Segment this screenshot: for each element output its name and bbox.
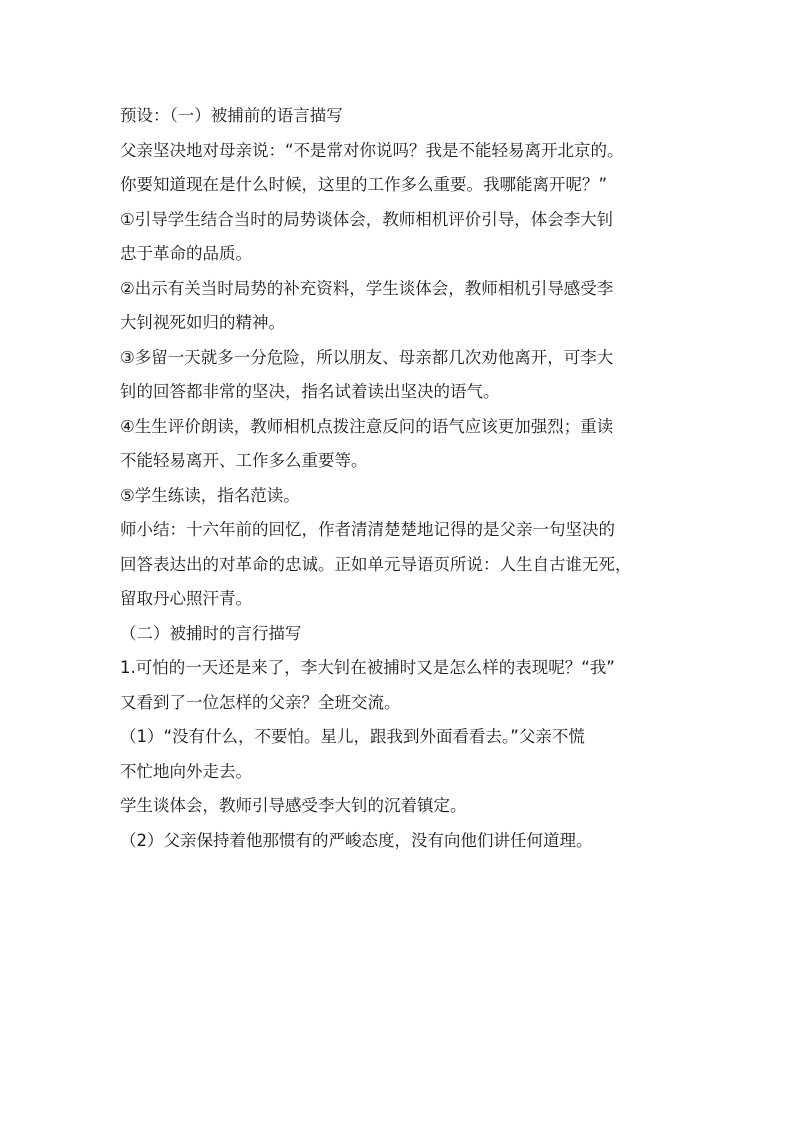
summary-line: 师小结：十六年前的回忆，作者清清楚楚地记得的是父亲一句坚决的 — [120, 520, 615, 539]
text-line: 不能轻易离开、工作多么重要等。 — [120, 451, 368, 470]
text-line: 父亲坚决地对母亲说：“不是常对你说吗？我是不能轻易离开北京的。 — [120, 140, 624, 160]
text-line: ①引导学生结合当时的局势谈体会，教师相机评价引导，体会李大钊 — [120, 209, 614, 229]
text-line: ②出示有关当时局势的补充资料，学生谈体会，教师相机引导感受李 — [120, 278, 614, 298]
text-line: 钊的回答都非常的坚决，指名试着读出坚决的语气。 — [120, 382, 500, 401]
text-line: 大钊视死如归的精神。 — [120, 313, 285, 332]
section-heading-during-arrest: （二）被捕时的言行描写 — [120, 623, 302, 643]
text-line: （2）父亲保持着他那惯有的严峻态度，没有向他们讲任何道理。 — [120, 830, 593, 850]
text-line: 又看到了一位怎样的父亲？全班交流。 — [120, 692, 401, 712]
text-line: 你要知道现在是什么时候，这里的工作多么重要。我哪能离开呢？” — [120, 175, 608, 194]
text-line: 学生谈体会，教师引导感受李大钊的沉着镇定。 — [120, 796, 467, 815]
summary-line: 回答表达出的对革命的忠诚。正如单元导语页所说：人生自古谁无死， — [120, 554, 632, 574]
text-line: 忠于革命的品质。 — [120, 244, 252, 263]
text-line: ③多留一天就多一分危险，所以朋友、母亲都几次劝他离开，可李大 — [120, 347, 614, 367]
text-line: 不忙地向外走去。 — [120, 761, 252, 781]
text-line: ⑤学生练读，指名范读。 — [120, 485, 300, 505]
section-heading-before-arrest: 预设：（一）被捕前的语言描写 — [120, 106, 343, 125]
text-line: 1.可怕的一天还是来了，李大钊在被捕时又是怎么样的表现呢？“我” — [120, 658, 615, 677]
summary-line: 留取丹心照汗青。 — [120, 589, 252, 608]
document-body — [120, 99, 680, 858]
text-line: ④生生评价朗读，教师相机点拨注意反问的语气应该更加强烈；重读 — [120, 416, 614, 436]
text-line: （1）“没有什么，不要怕。星儿，跟我到外面看看去。”父亲不慌 — [120, 727, 585, 746]
